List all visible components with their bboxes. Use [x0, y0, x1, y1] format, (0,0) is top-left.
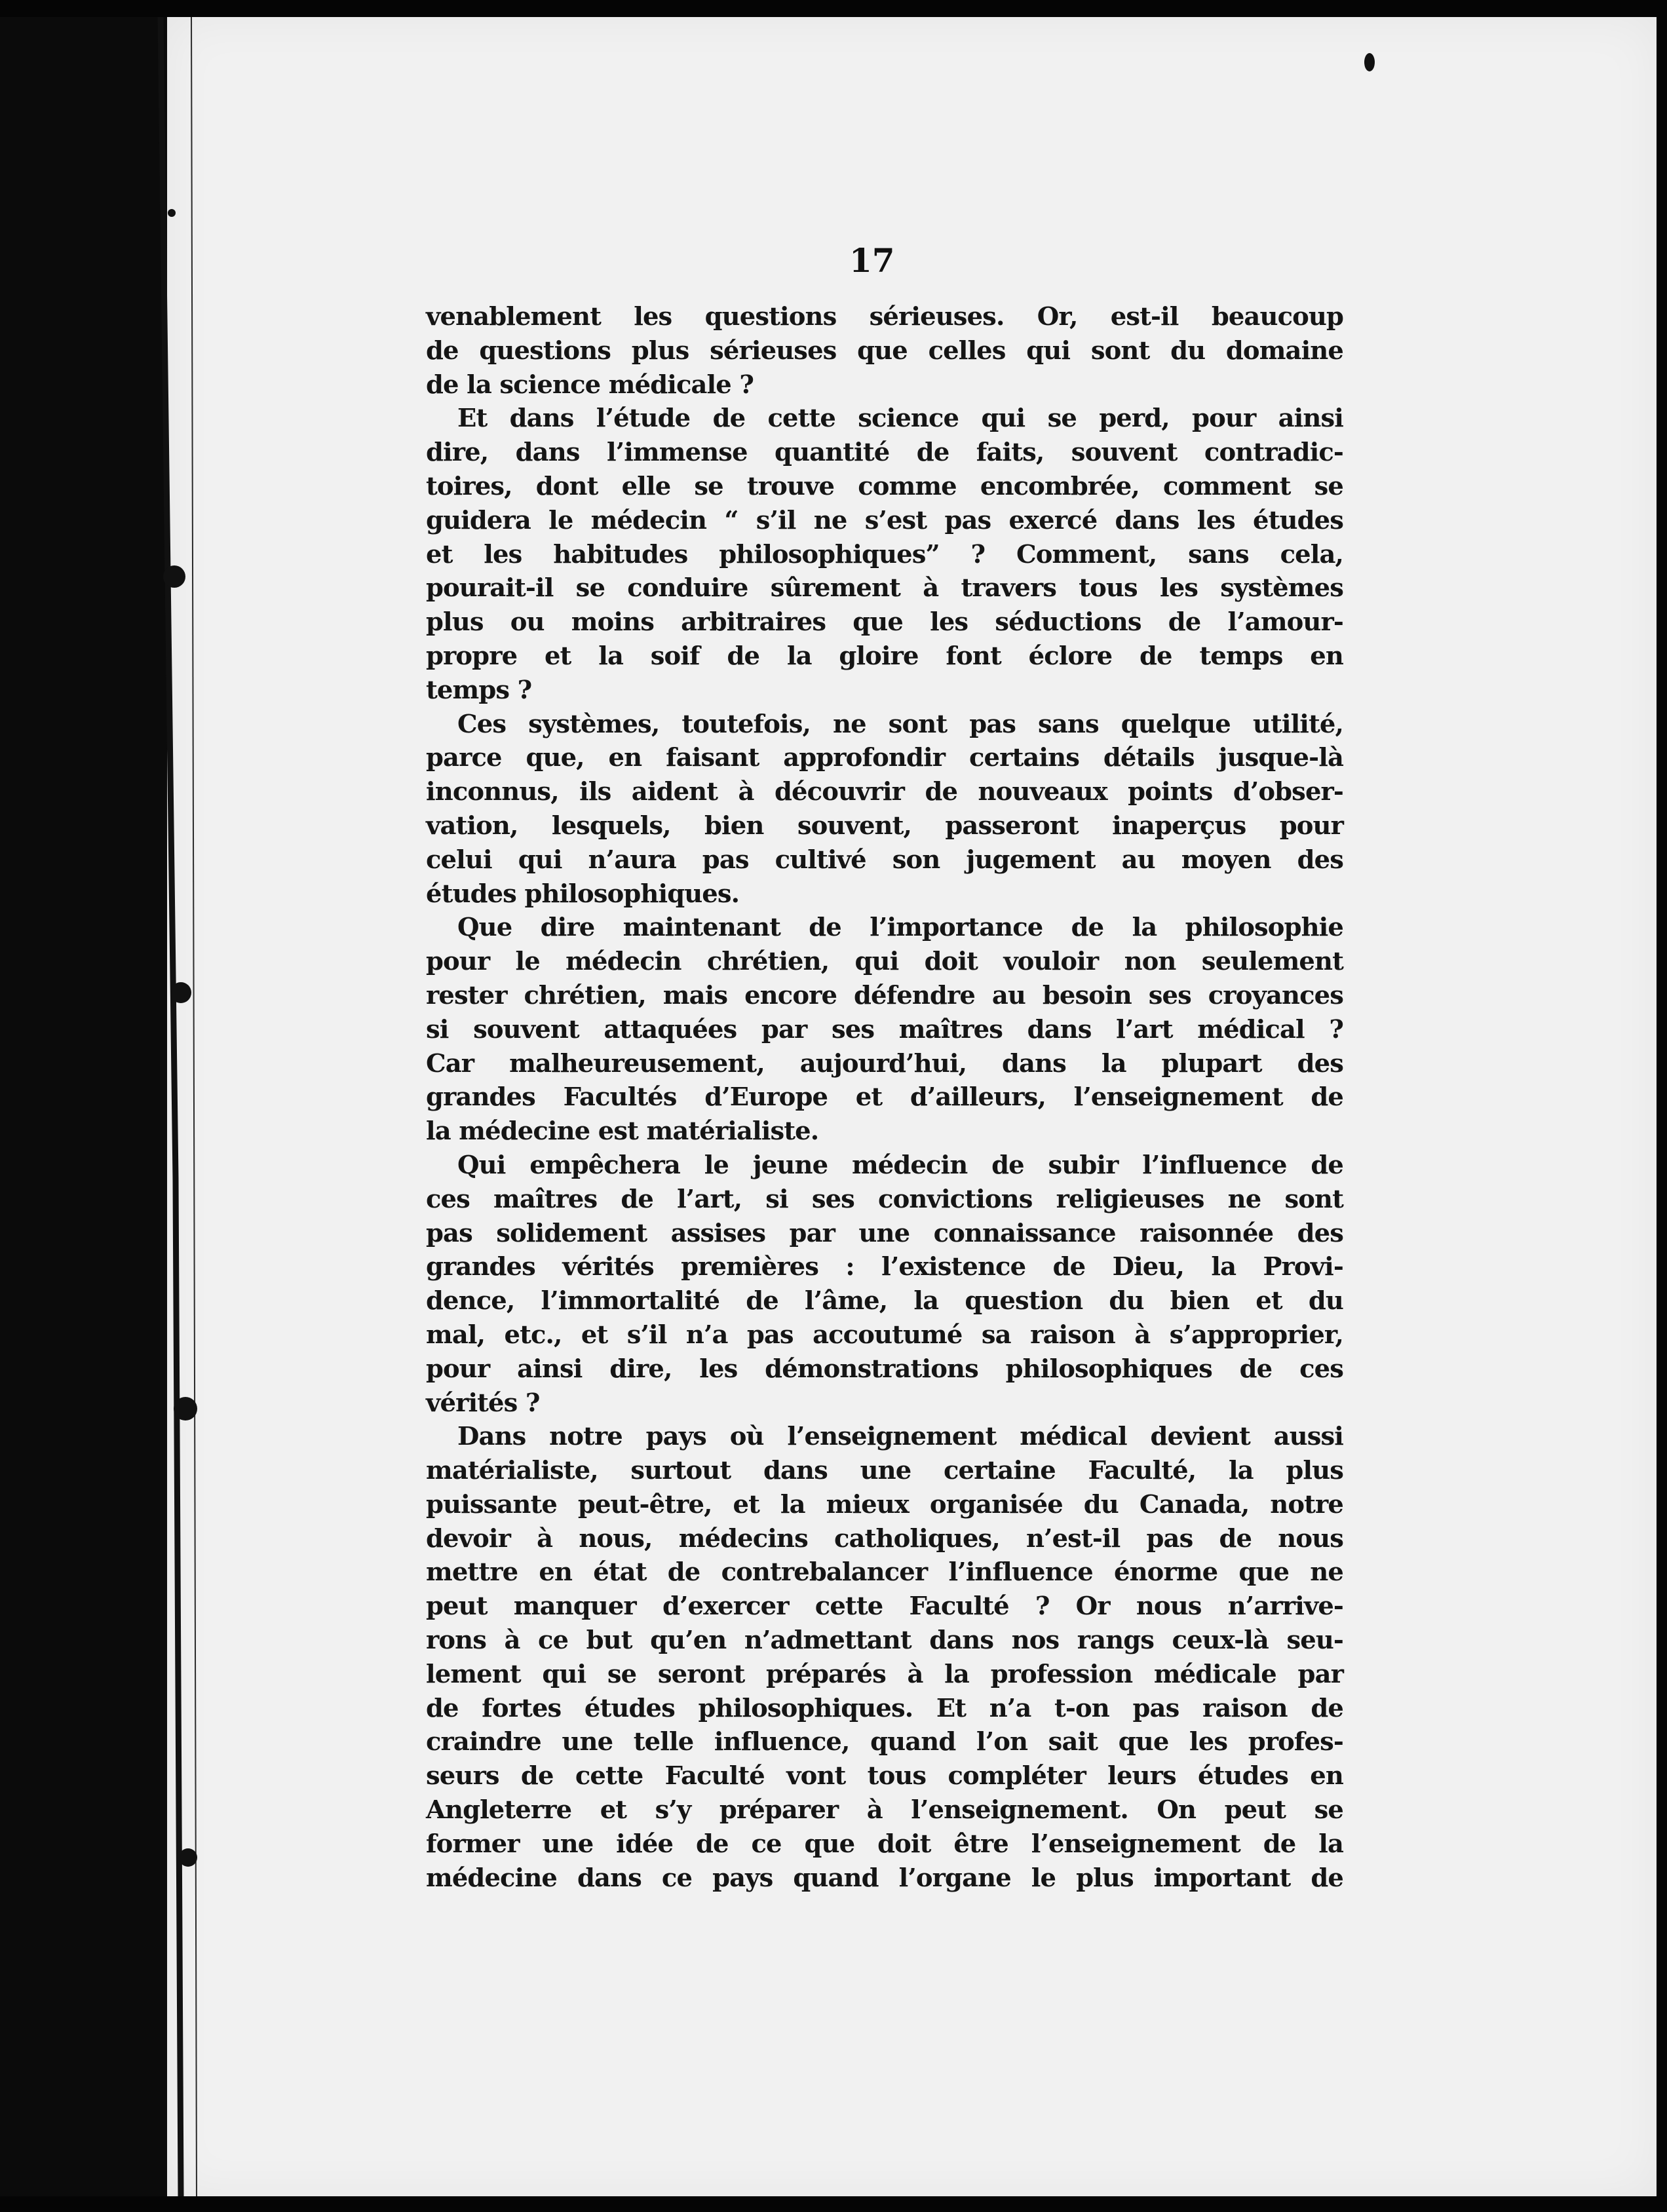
text-line: si souvent attaquées par ses maîtres dans l’art médical ? [426, 1014, 1343, 1044]
text-line: Car malheureusement, aujourd’hui, dans la plupart des [426, 1048, 1343, 1078]
text-line: Ces systèmes, toutefois, ne sont pas sans quelque utilité, [457, 709, 1343, 739]
text-line: de fortes études philosophiques. Et n’a t-on pas raison de [426, 1693, 1343, 1723]
text-line: parce que, en faisant approfondir certains détails jusque-là [426, 743, 1343, 773]
text-line: rons à ce but qu’en n’admettant dans nos rangs ceux-là seu- [426, 1626, 1343, 1656]
text-line: de la science médicale ? [426, 370, 754, 400]
text-line: pour le médecin chrétien, qui doit vouloir non seulement [426, 947, 1343, 977]
text-line: mal, etc., et s’il n’a pas accoutumé sa raison à s’approprier, [426, 1320, 1343, 1350]
text-line: vation, lesquels, bien souvent, passeront inaperçus pour [426, 810, 1343, 841]
text-line: Dans notre pays où l’enseignement médical devient aussi [457, 1422, 1343, 1452]
text-line: grandes Facultés d’Europe et d’ailleurs, l’enseignement de [426, 1082, 1343, 1113]
text-line: rester chrétien, mais encore défendre au besoin ses croyances [426, 980, 1343, 1010]
text-line: lement qui se seront préparés à la profession médicale par [426, 1659, 1343, 1689]
text-line: guidera le médecin “ s’il ne s’est pas exercé dans les études [426, 505, 1343, 535]
text-line: grandes vérités premières : l’existence de Dieu, la Provi- [426, 1252, 1343, 1282]
text-line: venablement les questions sérieuses. Or, est-il beaucoup [426, 302, 1343, 332]
text-line: Et dans l’étude de cette science qui se perd, pour ainsi [457, 404, 1343, 434]
page-number: 17 [849, 241, 895, 280]
text-line: et les habitudes philosophiques” ? Comment, sans cela, [426, 539, 1343, 569]
text-line: toires, dont elle se trouve comme encombrée, comment se [426, 471, 1343, 501]
text-line: seurs de cette Faculté vont tous compléter leurs études en [426, 1761, 1343, 1791]
text-line: vérités ? [426, 1388, 540, 1418]
text-line: former une idée de ce que doit être l’enseignement de la [426, 1829, 1343, 1859]
text-line: celui qui n’aura pas cultivé son jugement au moyen des [426, 845, 1343, 875]
text-line: dence, l’immortalité de l’âme, la question du bien et du [426, 1286, 1343, 1316]
text-line: matérialiste, surtout dans une certaine Faculté, la plus [426, 1456, 1343, 1486]
text-line: la médecine est matérialiste. [426, 1116, 819, 1147]
text-line: plus ou moins arbitraires que les séductions de l’amour- [426, 607, 1343, 638]
text-line: peut manquer d’exercer cette Faculté ? Or nous n’arrive- [426, 1592, 1343, 1622]
text-line: études philosophiques. [426, 879, 740, 909]
text-line: médecine dans ce pays quand l’organe le plus important de [426, 1863, 1343, 1893]
text-line: mettre en état de contrebalancer l’influence énorme que ne [426, 1557, 1343, 1588]
text-line: de questions plus sérieuses que celles qui sont du domaine [426, 335, 1343, 366]
text-line: dire, dans l’immense quantité de faits, souvent contradic- [426, 438, 1343, 468]
text-line: pour ainsi dire, les démonstrations philosophiques de ces [426, 1354, 1343, 1384]
body-text [426, 300, 1343, 1895]
text-line: Qui empêchera le jeune médecin de subir l’influence de [457, 1150, 1343, 1180]
text-line: inconnus, ils aident à découvrir de nouveaux points d’obser- [426, 777, 1343, 807]
text-line: ces maîtres de l’art, si ses convictions religieuses ne sont [426, 1184, 1343, 1214]
text-line: devoir à nous, médecins catholiques, n’est-il pas de nous [426, 1523, 1343, 1554]
text-line: temps ? [426, 675, 532, 705]
text-line: Que dire maintenant de l’importance de la philosophie [457, 913, 1343, 943]
text-line: puissante peut-être, et la mieux organisée du Canada, notre [426, 1489, 1343, 1519]
text-line: pas solidement assises par une connaissance raisonnée des [426, 1218, 1343, 1248]
text-line: propre et la soif de la gloire font éclore de temps en [426, 641, 1343, 671]
text-line: pourait-il se conduire sûrement à travers tous les systèmes [426, 573, 1343, 603]
text-line: Angleterre et s’y préparer à l’enseignement. On peut se [426, 1795, 1343, 1825]
text-line: craindre une telle influence, quand l’on sait que les profes- [426, 1727, 1343, 1757]
